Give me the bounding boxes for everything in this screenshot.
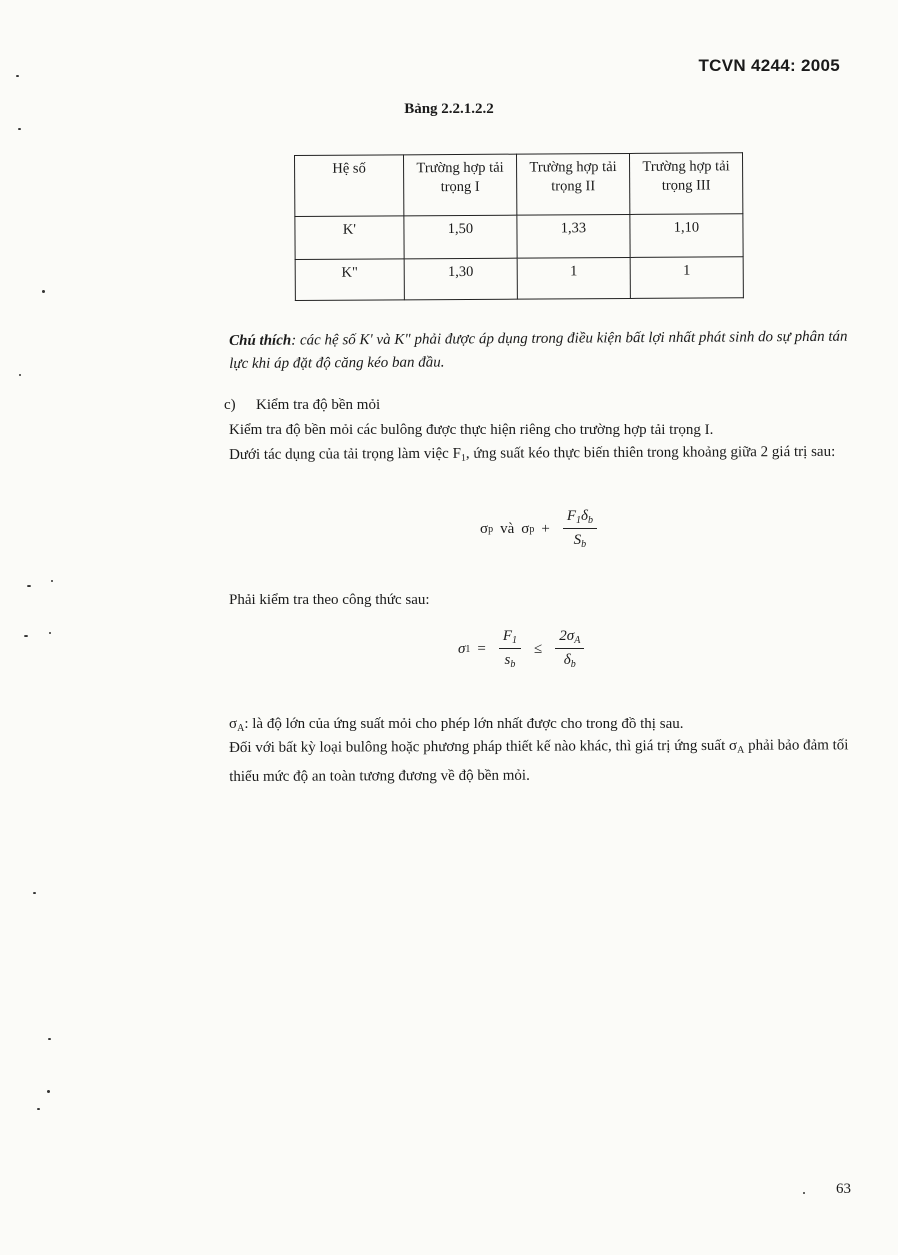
formula-fraction: $\frac{F_1}{s_b}$ — [499, 628, 521, 670]
table-cell-coef: K" — [295, 259, 404, 301]
scan-speck — [47, 1090, 50, 1093]
column-header-coef: Hệ số — [295, 155, 404, 217]
paragraph-text: Dưới tác dụng của tải trọng làm việc F — [229, 445, 461, 463]
paragraph-text: , ứng suất kéo thực biến thiên trong khoảng giữa 2 giá trị sau: — [465, 443, 836, 462]
scan-speck — [48, 1038, 51, 1040]
formula-symbol: σ — [229, 716, 238, 732]
formula-symbol: σ — [480, 520, 489, 537]
subscript: p — [488, 523, 494, 535]
scan-speck — [27, 585, 31, 587]
column-header-case-3: Trường hợp tải trọng III — [629, 153, 742, 215]
column-header-case-2: Trường hợp tải trọng II — [516, 153, 629, 215]
scan-speck — [49, 632, 51, 634]
formula-text: và — [500, 520, 515, 537]
formula-fraction: $\frac{2\sigma_A}{\delta_b}$ — [555, 628, 584, 670]
scan-speck — [37, 1108, 40, 1110]
paragraph-text: phải bảo đảm tối thiểu mức độ an toàn tương đương về độ bền mỏi. — [229, 737, 849, 785]
scan-speck — [18, 128, 21, 130]
column-header-case-1: Trường hợp tải trọng I — [404, 154, 517, 216]
table-header-row — [295, 153, 743, 217]
section-heading-c — [224, 393, 849, 417]
formula-fatigue-check — [458, 628, 590, 670]
page-number: 63 — [836, 1181, 851, 1197]
formula-operator: + — [541, 520, 550, 537]
section-label: c) — [224, 397, 236, 413]
formula-operator: = — [477, 640, 486, 657]
subscript: A — [237, 723, 245, 734]
table-cell: 1 — [517, 257, 630, 299]
paragraph — [229, 733, 854, 789]
scan-speck — [803, 1192, 805, 1194]
scan-speck — [42, 290, 45, 293]
formula-operator: ≤ — [534, 640, 543, 657]
table-cell: 1 — [630, 257, 743, 299]
table-cell: 1,30 — [404, 258, 517, 300]
scan-speck — [33, 892, 36, 894]
formula-symbol: σ — [521, 520, 530, 537]
subscript: 1 — [460, 452, 466, 464]
note-text: : các hệ số K' và K" phải được áp dụng trong điều kiện bất lợi nhất phát sinh do sự phân tán lực khi áp đặt độ căng kéo ban đầu. — [229, 328, 848, 372]
formula-stress-range — [480, 508, 603, 550]
table-cell: 1,50 — [404, 215, 517, 259]
scan-speck — [24, 635, 28, 637]
paragraph-text: : là độ lớn của ứng suất mỏi cho phép lớn nhất được cho trong đồ thị sau. — [244, 716, 684, 732]
subscript: 1 — [465, 643, 471, 655]
coefficient-table — [294, 152, 744, 301]
paragraph: Kiểm tra độ bền mỏi các bulông được thực hiện riêng cho trường hợp tải trọng I. — [229, 422, 714, 438]
scan-speck — [51, 580, 53, 582]
formula-symbol: σ — [458, 640, 466, 657]
scan-speck — [16, 75, 19, 77]
table-cell: 1,10 — [630, 214, 743, 258]
table-note — [229, 326, 849, 376]
paragraph — [229, 440, 854, 472]
subscript: p — [529, 523, 535, 535]
note-label: Chú thích — [229, 332, 292, 349]
section-title: Kiểm tra độ bền mỏi — [256, 397, 381, 413]
scan-speck — [19, 374, 21, 376]
formula-fraction: $\frac{F_1\delta_b}{S_b}$ — [563, 508, 597, 550]
table-cell-coef: K' — [295, 216, 404, 260]
paragraph-text: Đối với bất kỳ loại bulông hoặc phương pháp thiết kế nào khác, thì giá trị ứng suất σ — [229, 737, 738, 756]
paragraph: Phải kiểm tra theo công thức sau: — [229, 592, 430, 608]
table-caption: Bảng 2.2.1.2.2 — [404, 101, 494, 117]
table-cell: 1,33 — [517, 214, 630, 258]
subscript: A — [737, 744, 745, 756]
table-row — [295, 214, 743, 260]
table-row — [295, 257, 743, 301]
standard-code: TCVN 4244: 2005 — [698, 56, 840, 75]
